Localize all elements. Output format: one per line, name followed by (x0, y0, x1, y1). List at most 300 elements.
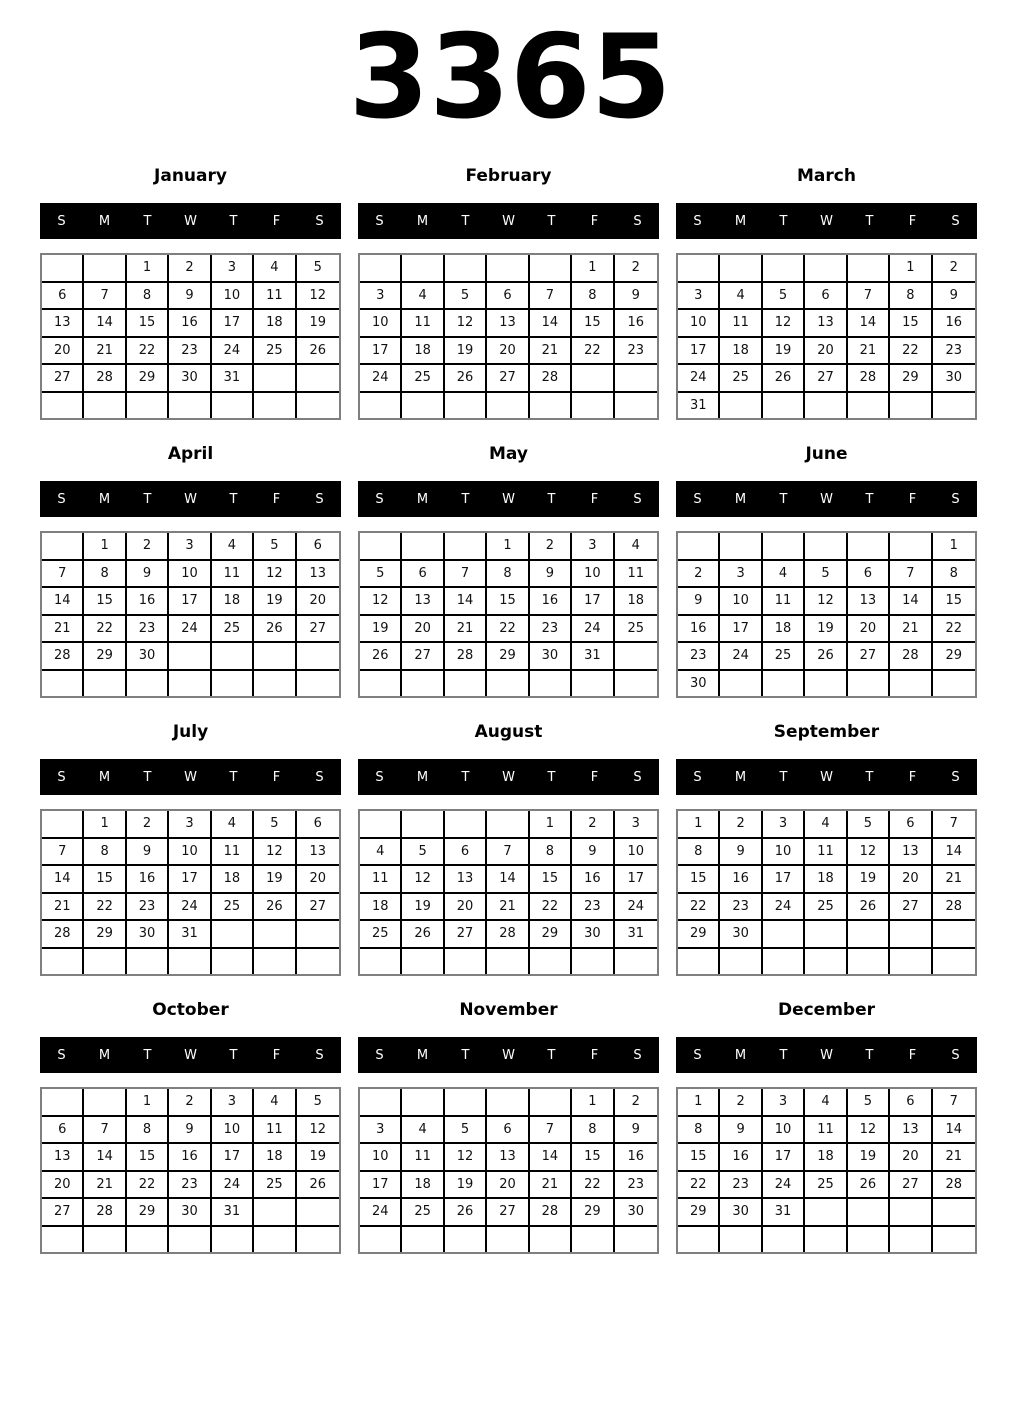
day-cell: 18 (805, 1144, 847, 1172)
day-cell: 9 (720, 1117, 762, 1145)
month-title: March (797, 166, 856, 186)
month-september (676, 710, 977, 976)
empty-day-cell (360, 393, 402, 419)
empty-day-cell (805, 1199, 847, 1227)
day-cell: 18 (254, 1144, 296, 1172)
weekday-label: W (502, 769, 515, 785)
empty-day-cell (402, 811, 444, 839)
empty-day-cell (212, 1227, 254, 1253)
weekday-label: S (951, 213, 960, 229)
day-cell: 15 (487, 588, 529, 616)
month-title: September (773, 722, 880, 742)
weekday-label: M (734, 491, 747, 507)
day-cell: 9 (615, 283, 657, 311)
month-title: October (152, 1000, 229, 1020)
weekday-label: W (820, 491, 833, 507)
day-cell: 3 (763, 811, 805, 839)
day-cell: 22 (890, 338, 932, 366)
day-cell: 5 (445, 283, 487, 311)
weekday-header-bar (358, 481, 659, 517)
day-cell: 13 (42, 1144, 84, 1172)
day-cell: 26 (402, 921, 444, 949)
day-cell: 23 (720, 894, 762, 922)
day-cell: 5 (848, 1089, 890, 1117)
day-cell: 27 (297, 616, 339, 644)
day-cell: 7 (84, 1117, 126, 1145)
day-cell: 12 (445, 1144, 487, 1172)
empty-day-cell (360, 533, 402, 561)
month-day-grid (358, 1087, 659, 1254)
day-cell: 22 (530, 894, 572, 922)
empty-day-cell (678, 255, 720, 283)
weekday-header-bar (40, 1037, 341, 1073)
empty-day-cell (530, 671, 572, 697)
day-cell: 9 (169, 1117, 211, 1145)
day-cell: 31 (678, 393, 720, 419)
day-cell: 17 (212, 310, 254, 338)
empty-day-cell (720, 393, 762, 419)
weekday-header-bar (40, 203, 341, 239)
empty-day-cell (487, 811, 529, 839)
day-cell: 16 (530, 588, 572, 616)
day-cell: 6 (805, 283, 847, 311)
day-cell: 13 (890, 1117, 932, 1145)
day-cell: 17 (615, 866, 657, 894)
weekday-label: T (143, 1047, 152, 1063)
day-cell: 2 (169, 1089, 211, 1117)
day-cell: 15 (127, 1144, 169, 1172)
weekday-label: S (375, 213, 384, 229)
empty-day-cell (212, 921, 254, 949)
day-cell: 10 (212, 283, 254, 311)
day-cell: 29 (127, 1199, 169, 1227)
day-cell: 26 (445, 365, 487, 393)
empty-day-cell (445, 1227, 487, 1253)
day-cell: 21 (42, 894, 84, 922)
month-november (358, 988, 659, 1254)
day-cell: 2 (530, 533, 572, 561)
weekday-label: S (315, 1047, 324, 1063)
empty-day-cell (169, 643, 211, 671)
day-cell: 31 (169, 921, 211, 949)
day-cell: 11 (212, 561, 254, 589)
day-cell: 3 (212, 1089, 254, 1117)
day-cell: 1 (890, 255, 932, 283)
weekday-label: W (184, 213, 197, 229)
empty-day-cell (297, 1227, 339, 1253)
day-cell: 5 (848, 811, 890, 839)
empty-day-cell (212, 949, 254, 975)
day-cell: 21 (84, 338, 126, 366)
empty-day-cell (763, 1227, 805, 1253)
empty-day-cell (805, 671, 847, 697)
weekday-label: S (633, 769, 642, 785)
day-cell: 11 (805, 839, 847, 867)
month-day-grid (676, 531, 977, 698)
day-cell: 14 (890, 588, 932, 616)
day-cell: 11 (254, 283, 296, 311)
day-cell: 17 (212, 1144, 254, 1172)
weekday-header-bar (358, 203, 659, 239)
weekday-label: W (502, 1047, 515, 1063)
day-cell: 17 (169, 588, 211, 616)
empty-day-cell (530, 255, 572, 283)
day-cell: 27 (402, 643, 444, 671)
empty-day-cell (678, 1227, 720, 1253)
day-cell: 16 (720, 1144, 762, 1172)
day-cell: 29 (530, 921, 572, 949)
day-cell: 24 (169, 894, 211, 922)
weekday-label: S (57, 491, 66, 507)
day-cell: 7 (890, 561, 932, 589)
day-cell: 14 (42, 588, 84, 616)
day-cell: 25 (615, 616, 657, 644)
day-cell: 24 (763, 1172, 805, 1200)
day-cell: 5 (402, 839, 444, 867)
empty-day-cell (487, 255, 529, 283)
weekday-label: S (951, 769, 960, 785)
day-cell: 13 (487, 310, 529, 338)
day-cell: 15 (678, 866, 720, 894)
empty-day-cell (297, 921, 339, 949)
weekday-label: S (375, 491, 384, 507)
day-cell: 5 (254, 811, 296, 839)
weekday-label: M (416, 213, 429, 229)
day-cell: 18 (402, 1172, 444, 1200)
day-cell: 4 (402, 1117, 444, 1145)
day-cell: 30 (169, 1199, 211, 1227)
day-cell: 30 (169, 365, 211, 393)
weekday-label: S (693, 213, 702, 229)
day-cell: 9 (530, 561, 572, 589)
empty-day-cell (720, 671, 762, 697)
day-cell: 27 (487, 365, 529, 393)
day-cell: 27 (848, 643, 890, 671)
empty-day-cell (445, 255, 487, 283)
day-cell: 20 (445, 894, 487, 922)
day-cell: 24 (360, 365, 402, 393)
empty-day-cell (254, 365, 296, 393)
day-cell: 19 (848, 866, 890, 894)
day-cell: 15 (890, 310, 932, 338)
day-cell: 8 (127, 1117, 169, 1145)
empty-day-cell (169, 949, 211, 975)
day-cell: 4 (805, 1089, 847, 1117)
day-cell: 27 (805, 365, 847, 393)
day-cell: 13 (42, 310, 84, 338)
day-cell: 7 (530, 283, 572, 311)
day-cell: 13 (445, 866, 487, 894)
day-cell: 22 (127, 338, 169, 366)
weekday-header-bar (676, 203, 977, 239)
empty-day-cell (848, 1199, 890, 1227)
day-cell: 3 (169, 811, 211, 839)
day-cell: 8 (487, 561, 529, 589)
empty-day-cell (84, 949, 126, 975)
empty-day-cell (890, 949, 932, 975)
empty-day-cell (127, 671, 169, 697)
day-cell: 19 (805, 616, 847, 644)
weekday-label: M (734, 1047, 747, 1063)
day-cell: 17 (678, 338, 720, 366)
day-cell: 4 (360, 839, 402, 867)
empty-day-cell (402, 533, 444, 561)
day-cell: 20 (297, 866, 339, 894)
month-title: July (172, 722, 209, 742)
weekday-label: F (590, 491, 599, 507)
day-cell: 3 (763, 1089, 805, 1117)
day-cell: 21 (84, 1172, 126, 1200)
day-cell: 21 (42, 616, 84, 644)
day-cell: 7 (530, 1117, 572, 1145)
day-cell: 14 (530, 1144, 572, 1172)
day-cell: 6 (42, 1117, 84, 1145)
day-cell: 31 (212, 1199, 254, 1227)
day-cell: 4 (254, 1089, 296, 1117)
month-january (40, 154, 341, 420)
empty-day-cell (848, 533, 890, 561)
month-october (40, 988, 341, 1254)
day-cell: 4 (254, 255, 296, 283)
weekday-label: F (908, 491, 917, 507)
day-cell: 29 (933, 643, 975, 671)
day-cell: 14 (933, 1117, 975, 1145)
day-cell: 28 (487, 921, 529, 949)
day-cell: 2 (127, 811, 169, 839)
day-cell: 18 (615, 588, 657, 616)
day-cell: 25 (212, 894, 254, 922)
day-cell: 28 (42, 643, 84, 671)
day-cell: 6 (402, 561, 444, 589)
empty-day-cell (212, 393, 254, 419)
empty-day-cell (933, 1227, 975, 1253)
day-cell: 20 (402, 616, 444, 644)
day-cell: 16 (127, 866, 169, 894)
day-cell: 5 (297, 255, 339, 283)
weekday-label: S (633, 1047, 642, 1063)
day-cell: 21 (530, 1172, 572, 1200)
weekday-label: T (779, 213, 788, 229)
month-december (676, 988, 977, 1254)
weekday-header-bar (676, 1037, 977, 1073)
day-cell: 11 (254, 1117, 296, 1145)
empty-day-cell (572, 393, 614, 419)
weekday-label: S (693, 769, 702, 785)
empty-day-cell (572, 1227, 614, 1253)
day-cell: 20 (805, 338, 847, 366)
empty-day-cell (42, 949, 84, 975)
empty-day-cell (572, 365, 614, 393)
day-cell: 10 (615, 839, 657, 867)
weekday-label: W (820, 213, 833, 229)
day-cell: 23 (169, 1172, 211, 1200)
day-cell: 24 (678, 365, 720, 393)
day-cell: 25 (254, 1172, 296, 1200)
day-cell: 4 (212, 811, 254, 839)
day-cell: 24 (360, 1199, 402, 1227)
day-cell: 8 (890, 283, 932, 311)
day-cell: 20 (42, 1172, 84, 1200)
weekday-label: F (272, 1047, 281, 1063)
day-cell: 24 (615, 894, 657, 922)
day-cell: 23 (127, 616, 169, 644)
day-cell: 15 (678, 1144, 720, 1172)
weekday-label: T (865, 1047, 874, 1063)
day-cell: 30 (720, 1199, 762, 1227)
empty-day-cell (890, 393, 932, 419)
day-cell: 4 (615, 533, 657, 561)
month-day-grid (358, 253, 659, 420)
day-cell: 3 (615, 811, 657, 839)
day-cell: 9 (127, 839, 169, 867)
day-cell: 19 (254, 866, 296, 894)
weekday-label: S (315, 213, 324, 229)
weekday-label: M (98, 769, 111, 785)
day-cell: 8 (84, 839, 126, 867)
day-cell: 19 (445, 338, 487, 366)
day-cell: 3 (360, 1117, 402, 1145)
empty-day-cell (445, 949, 487, 975)
day-cell: 13 (487, 1144, 529, 1172)
weekday-label: S (951, 491, 960, 507)
day-cell: 12 (297, 1117, 339, 1145)
weekday-label: T (865, 491, 874, 507)
day-cell: 31 (615, 921, 657, 949)
weekday-label: S (315, 769, 324, 785)
day-cell: 28 (933, 894, 975, 922)
day-cell: 4 (805, 811, 847, 839)
empty-day-cell (805, 393, 847, 419)
day-cell: 22 (84, 894, 126, 922)
day-cell: 21 (530, 338, 572, 366)
day-cell: 12 (402, 866, 444, 894)
empty-day-cell (848, 921, 890, 949)
empty-day-cell (720, 949, 762, 975)
empty-day-cell (254, 949, 296, 975)
day-cell: 27 (890, 1172, 932, 1200)
day-cell: 7 (445, 561, 487, 589)
day-cell: 16 (169, 1144, 211, 1172)
day-cell: 6 (487, 1117, 529, 1145)
empty-day-cell (254, 921, 296, 949)
day-cell: 5 (763, 283, 805, 311)
empty-day-cell (933, 393, 975, 419)
empty-day-cell (530, 1089, 572, 1117)
empty-day-cell (254, 671, 296, 697)
weekday-header-bar (358, 759, 659, 795)
day-cell: 7 (848, 283, 890, 311)
weekday-label: T (779, 491, 788, 507)
day-cell: 11 (763, 588, 805, 616)
empty-day-cell (615, 365, 657, 393)
month-title: May (489, 444, 528, 464)
empty-day-cell (763, 255, 805, 283)
month-day-grid (676, 1087, 977, 1254)
day-cell: 14 (84, 1144, 126, 1172)
weekday-label: M (416, 491, 429, 507)
day-cell: 28 (530, 365, 572, 393)
weekday-label: T (461, 1047, 470, 1063)
empty-day-cell (402, 255, 444, 283)
empty-day-cell (445, 1089, 487, 1117)
day-cell: 2 (127, 533, 169, 561)
day-cell: 1 (127, 1089, 169, 1117)
day-cell: 20 (848, 616, 890, 644)
empty-day-cell (445, 811, 487, 839)
day-cell: 25 (402, 1199, 444, 1227)
empty-day-cell (487, 1227, 529, 1253)
day-cell: 7 (42, 839, 84, 867)
weekday-label: T (865, 213, 874, 229)
day-cell: 6 (890, 811, 932, 839)
day-cell: 25 (360, 921, 402, 949)
day-cell: 6 (445, 839, 487, 867)
day-cell: 18 (212, 588, 254, 616)
month-title: January (154, 166, 227, 186)
day-cell: 28 (445, 643, 487, 671)
empty-day-cell (763, 921, 805, 949)
weekday-label: T (547, 491, 556, 507)
day-cell: 9 (615, 1117, 657, 1145)
empty-day-cell (402, 949, 444, 975)
day-cell: 17 (763, 1144, 805, 1172)
day-cell: 1 (84, 533, 126, 561)
day-cell: 7 (933, 1089, 975, 1117)
day-cell: 7 (84, 283, 126, 311)
day-cell: 30 (678, 671, 720, 697)
weekday-label: M (416, 1047, 429, 1063)
day-cell: 23 (572, 894, 614, 922)
weekday-label: T (779, 769, 788, 785)
day-cell: 23 (720, 1172, 762, 1200)
weekday-label: W (502, 491, 515, 507)
day-cell: 22 (933, 616, 975, 644)
empty-day-cell (848, 393, 890, 419)
day-cell: 10 (763, 839, 805, 867)
empty-day-cell (933, 921, 975, 949)
empty-day-cell (848, 671, 890, 697)
day-cell: 4 (763, 561, 805, 589)
weekday-label: T (547, 1047, 556, 1063)
day-cell: 9 (933, 283, 975, 311)
weekday-label: T (461, 769, 470, 785)
day-cell: 25 (254, 338, 296, 366)
month-july (40, 710, 341, 976)
empty-day-cell (169, 671, 211, 697)
empty-day-cell (297, 393, 339, 419)
day-cell: 9 (572, 839, 614, 867)
weekday-label: W (184, 491, 197, 507)
day-cell: 10 (169, 839, 211, 867)
day-cell: 11 (720, 310, 762, 338)
day-cell: 16 (678, 616, 720, 644)
day-cell: 11 (360, 866, 402, 894)
day-cell: 30 (572, 921, 614, 949)
day-cell: 15 (84, 588, 126, 616)
empty-day-cell (169, 393, 211, 419)
day-cell: 30 (933, 365, 975, 393)
day-cell: 25 (402, 365, 444, 393)
month-day-grid (40, 531, 341, 698)
month-day-grid (676, 809, 977, 976)
empty-day-cell (763, 393, 805, 419)
weekday-label: F (590, 1047, 599, 1063)
empty-day-cell (42, 533, 84, 561)
weekday-label: M (734, 769, 747, 785)
weekday-header-bar (676, 481, 977, 517)
day-cell: 26 (805, 643, 847, 671)
year-title: 3365 (348, 10, 672, 145)
